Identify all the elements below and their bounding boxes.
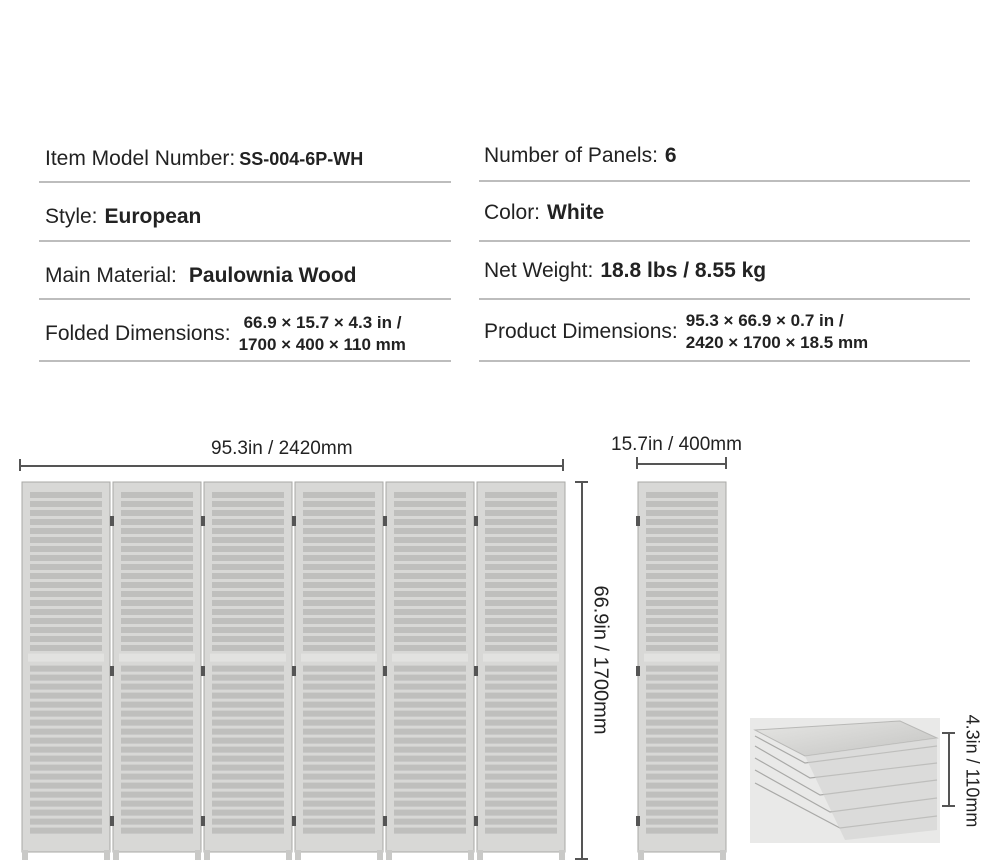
screen-panel [386,482,474,860]
thickness-dimension-cap-bottom [942,805,955,807]
height-dimension-line [581,481,583,859]
panel-width-cap-left [636,457,638,469]
panel-width-dimension-label: 15.7in / 400mm [611,434,742,455]
width-dimension-label: 95.3in / 2420mm [211,438,353,459]
divider [39,298,451,300]
hinge [636,516,640,526]
spec-style [45,202,201,232]
hinge [110,816,114,826]
spec-label: Color: [484,201,541,224]
spec-label: Style: [45,205,98,228]
hinge [201,516,205,526]
spec-label: Number of Panels: [484,144,658,167]
spec-value-line: 95.3 × 66.9 × 0.7 in / [685,311,844,330]
hinge [292,666,296,676]
spec-value: European [104,205,202,228]
spec-net-weight [484,256,766,286]
folded-stack-illustration [750,718,940,843]
width-dimension-cap-left [19,459,21,471]
panel-width-dimension-line [636,463,726,465]
hinge [474,816,478,826]
spec-value: 18.8 lbs / 8.55 kg [600,259,767,282]
divider [39,240,451,242]
spec-label: Net Weight: [484,259,594,282]
divider [39,360,451,362]
divider [479,240,970,242]
hinge [636,816,640,826]
spec-value: 6 [664,144,677,167]
hinge [201,816,205,826]
spec-color [484,198,604,228]
single-panel-illustration [630,480,740,860]
screen-panel [22,482,110,860]
spec-value [239,312,406,356]
screen-panel [113,482,201,860]
spec-label: Item Model Number: [45,147,236,170]
room-divider-illustration [20,480,580,860]
screen-panel [204,482,292,860]
spec-main-material [45,261,357,291]
thickness-dimension-cap-top [942,732,955,734]
hinge [292,816,296,826]
width-dimension-cap-right [562,459,564,471]
spec-label: Folded Dimensions: [45,322,231,345]
height-dimension-label: 66.9in / 1700mm [589,585,612,735]
spec-value [686,310,868,354]
spec-folded-dimensions [45,312,406,356]
hinge [292,516,296,526]
hinge [474,666,478,676]
spec-value-line: 1700 × 400 × 110 mm [238,335,406,354]
hinge [201,666,205,676]
spec-value-line: 2420 × 1700 × 18.5 mm [685,333,869,352]
thickness-dimension-line [948,732,950,806]
single-screen-panel [638,482,726,860]
divider [479,298,970,300]
hinge [383,516,387,526]
screen-panel [295,482,383,860]
hinge [383,816,387,826]
spec-value: SS-004-6P-WH [239,148,364,169]
panel-width-cap-right [725,457,727,469]
spec-value-line: 66.9 × 15.7 × 4.3 in / [243,313,402,332]
spec-value: White [547,201,605,224]
spec-item-model [45,144,363,174]
hinge [474,516,478,526]
spec-label: Main Material: [45,264,177,287]
hinge [383,666,387,676]
spec-product-dimensions [484,310,868,354]
thickness-dimension-label: 4.3in / 110mm [962,714,983,828]
screen-panel [477,482,565,860]
divider [479,360,970,362]
spec-label: Product Dimensions: [484,320,678,343]
spec-number-of-panels [484,141,677,171]
divider [39,181,451,183]
hinge [636,666,640,676]
width-dimension-line [19,465,563,467]
divider [479,180,970,182]
spec-value: Paulownia Wood [188,264,357,287]
hinge [110,666,114,676]
hinge [110,516,114,526]
